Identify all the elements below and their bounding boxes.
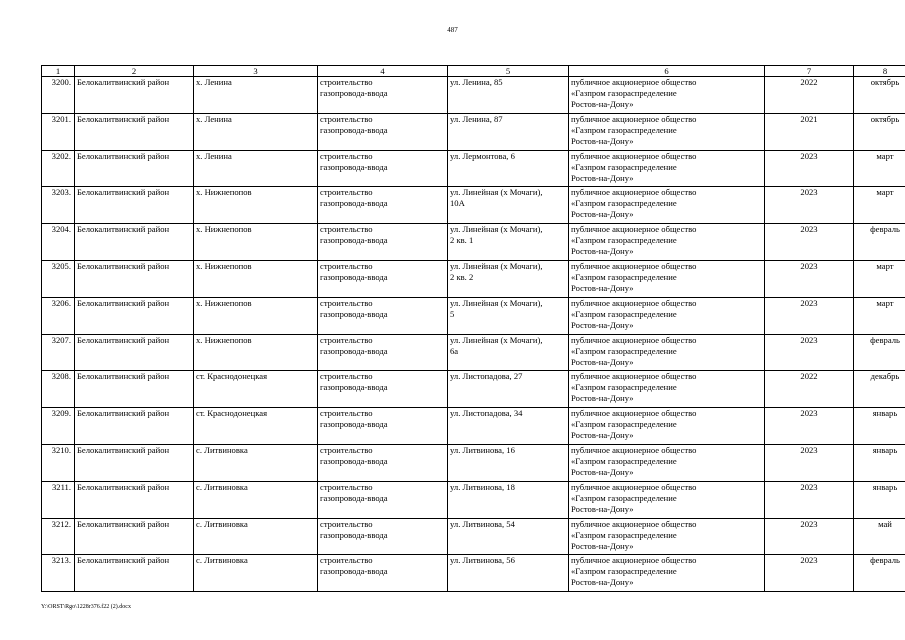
address-line: ул. Линейная (х Мочаги),	[450, 187, 543, 198]
address-line: ул. Ленина, 85	[450, 77, 503, 87]
work-line: строительство	[320, 297, 373, 308]
work-cell	[318, 224, 448, 261]
district-cell: Белокалитвинский район	[75, 371, 194, 408]
work-cell	[318, 408, 448, 445]
row-number: 3208.	[42, 371, 75, 408]
month-cell: январь	[854, 481, 905, 518]
organization-line: «Газпром газораспределение	[571, 161, 677, 172]
row-number: 3203.	[42, 187, 75, 224]
organization-line: Ростов-на-Дону»	[571, 356, 634, 367]
work-line: газопровода-ввода	[320, 271, 388, 282]
address-line: ул. Ленина, 87	[450, 113, 503, 124]
year-cell: 2022	[765, 371, 854, 408]
organization-line: публичное акционерное общество	[571, 150, 697, 161]
organization-line: публичное акционерное общество	[571, 224, 697, 235]
organization-line: «Газпром газораспределение	[571, 235, 677, 246]
year-cell: 2023	[765, 334, 854, 371]
address-line: ул. Линейная (х Мочаги),	[450, 224, 543, 235]
organization-cell	[569, 518, 765, 555]
year-cell: 2021	[765, 113, 854, 150]
work-line: газопровода-ввода	[320, 308, 388, 319]
organization-cell	[569, 297, 765, 334]
settlement-cell: х. Ленина	[194, 77, 318, 114]
organization-line: Ростов-на-Дону»	[571, 503, 634, 514]
year-cell: 2023	[765, 518, 854, 555]
work-line: газопровода-ввода	[320, 345, 388, 356]
month-cell: март	[854, 260, 905, 297]
organization-line: Ростов-на-Дону»	[571, 319, 634, 330]
organization-line: публичное акционерное общество	[571, 187, 697, 198]
work-line: строительство	[320, 481, 373, 492]
column-header: 7	[765, 66, 854, 77]
work-cell	[318, 113, 448, 150]
row-number: 3202.	[42, 150, 75, 187]
district-cell: Белокалитвинский район	[75, 150, 194, 187]
address-cell	[448, 518, 569, 555]
organization-cell	[569, 113, 765, 150]
page-number: 487	[447, 26, 458, 34]
settlement-cell: х. Нижнепопов	[194, 334, 318, 371]
work-cell	[318, 77, 448, 114]
month-cell: февраль	[854, 555, 905, 592]
year-cell: 2023	[765, 260, 854, 297]
address-line: ул. Линейная (х Мочаги),	[450, 297, 543, 308]
work-line: газопровода-ввода	[320, 198, 388, 209]
work-line: строительство	[320, 408, 373, 419]
organization-line: «Газпром газораспределение	[571, 345, 677, 356]
organization-line: Ростов-на-Дону»	[571, 172, 634, 183]
month-cell: январь	[854, 444, 905, 481]
settlement-cell: с. Литвиновка	[194, 518, 318, 555]
organization-line: Ростов-на-Дону»	[571, 135, 634, 146]
organization-line: публичное акционерное общество	[571, 371, 697, 382]
settlement-cell: х. Нижнепопов	[194, 297, 318, 334]
settlement-cell: ст. Краснодонецкая	[194, 371, 318, 408]
work-line: газопровода-ввода	[320, 529, 388, 540]
column-header: 3	[194, 66, 318, 77]
work-line: строительство	[320, 334, 373, 345]
settlement-cell: с. Литвиновка	[194, 481, 318, 518]
gasification-table	[41, 65, 905, 592]
address-cell	[448, 334, 569, 371]
settlement-cell: х. Нижнепопов	[194, 224, 318, 261]
row-number: 3211.	[42, 481, 75, 518]
table-row	[42, 371, 905, 408]
organization-line: публичное акционерное общество	[571, 334, 697, 345]
organization-cell	[569, 187, 765, 224]
month-cell: март	[854, 297, 905, 334]
district-cell: Белокалитвинский район	[75, 113, 194, 150]
organization-line: Ростов-на-Дону»	[571, 577, 634, 588]
work-line: строительство	[320, 518, 373, 529]
district-cell: Белокалитвинский район	[75, 555, 194, 592]
work-line: строительство	[320, 224, 373, 235]
work-line: газопровода-ввода	[320, 566, 388, 577]
organization-line: Ростов-на-Дону»	[571, 99, 634, 109]
organization-line: «Газпром газораспределение	[571, 271, 677, 282]
table-row	[42, 334, 905, 371]
organization-cell	[569, 371, 765, 408]
work-line: строительство	[320, 371, 373, 382]
work-cell	[318, 260, 448, 297]
table-row	[42, 224, 905, 261]
organization-line: «Газпром газораспределение	[571, 124, 677, 135]
work-line: газопровода-ввода	[320, 235, 388, 246]
work-line: газопровода-ввода	[320, 161, 388, 172]
organization-cell	[569, 224, 765, 261]
address-line: ул. Литвинова, 16	[450, 444, 515, 455]
organization-line: Ростов-на-Дону»	[571, 540, 634, 551]
organization-line: публичное акционерное общество	[571, 77, 697, 87]
settlement-cell: с. Литвиновка	[194, 444, 318, 481]
organization-line: «Газпром газораспределение	[571, 492, 677, 503]
district-cell: Белокалитвинский район	[75, 444, 194, 481]
row-number: 3213.	[42, 555, 75, 592]
work-cell	[318, 297, 448, 334]
row-number: 3210.	[42, 444, 75, 481]
table-row	[42, 408, 905, 445]
organization-line: публичное акционерное общество	[571, 260, 697, 271]
organization-line: «Газпром газораспределение	[571, 455, 677, 466]
table-body	[42, 77, 905, 592]
address-cell	[448, 371, 569, 408]
address-line: 6а	[450, 345, 459, 356]
organization-line: «Газпром газораспределение	[571, 88, 677, 98]
address-cell	[448, 187, 569, 224]
address-line: ул. Литвинова, 54	[450, 518, 515, 529]
table-row	[42, 260, 905, 297]
organization-line: Ростов-на-Дону»	[571, 466, 634, 477]
organization-line: «Газпром газораспределение	[571, 198, 677, 209]
column-header: 1	[42, 66, 75, 77]
column-header: 8	[854, 66, 905, 77]
organization-line: «Газпром газораспределение	[571, 566, 677, 577]
work-cell	[318, 555, 448, 592]
table-row	[42, 518, 905, 555]
settlement-cell: х. Ленина	[194, 150, 318, 187]
work-line: строительство	[320, 113, 373, 124]
row-number: 3207.	[42, 334, 75, 371]
organization-cell	[569, 444, 765, 481]
year-cell: 2023	[765, 224, 854, 261]
organization-line: публичное акционерное общество	[571, 113, 697, 124]
work-line: строительство	[320, 77, 373, 87]
column-number-row	[42, 66, 905, 77]
work-line: строительство	[320, 444, 373, 455]
address-line: ул. Литвинова, 56	[450, 555, 515, 566]
organization-line: Ростов-на-Дону»	[571, 430, 634, 441]
organization-line: публичное акционерное общество	[571, 408, 697, 419]
organization-cell	[569, 481, 765, 518]
district-cell: Белокалитвинский район	[75, 77, 194, 114]
row-number: 3201.	[42, 113, 75, 150]
work-line: строительство	[320, 260, 373, 271]
settlement-cell: х. Нижнепопов	[194, 260, 318, 297]
column-header: 2	[75, 66, 194, 77]
work-line: газопровода-ввода	[320, 492, 388, 503]
month-cell: март	[854, 150, 905, 187]
column-header: 5	[448, 66, 569, 77]
address-cell	[448, 408, 569, 445]
month-cell: февраль	[854, 334, 905, 371]
organization-line: «Газпром газораспределение	[571, 529, 677, 540]
year-cell: 2023	[765, 150, 854, 187]
row-number: 3206.	[42, 297, 75, 334]
organization-cell	[569, 260, 765, 297]
row-number: 3209.	[42, 408, 75, 445]
work-line: газопровода-ввода	[320, 88, 388, 98]
work-cell	[318, 187, 448, 224]
district-cell: Белокалитвинский район	[75, 408, 194, 445]
work-line: газопровода-ввода	[320, 455, 388, 466]
table-row	[42, 187, 905, 224]
column-header: 4	[318, 66, 448, 77]
organization-line: публичное акционерное общество	[571, 555, 697, 566]
work-line: газопровода-ввода	[320, 382, 388, 393]
work-cell	[318, 334, 448, 371]
settlement-cell: х. Ленина	[194, 113, 318, 150]
work-cell	[318, 371, 448, 408]
organization-line: Ростов-на-Дону»	[571, 209, 634, 220]
address-line: ул. Листопадова, 27	[450, 371, 523, 382]
work-line: газопровода-ввода	[320, 419, 388, 430]
organization-line: Ростов-на-Дону»	[571, 246, 634, 257]
work-cell	[318, 518, 448, 555]
table-row	[42, 297, 905, 334]
district-cell: Белокалитвинский район	[75, 518, 194, 555]
row-number: 3200.	[42, 77, 75, 114]
work-cell	[318, 150, 448, 187]
address-line: ул. Линейная (х Мочаги),	[450, 260, 543, 271]
month-cell: декабрь	[854, 371, 905, 408]
organization-line: «Газпром газораспределение	[571, 419, 677, 430]
settlement-cell: х. Нижнепопов	[194, 187, 318, 224]
address-line: ул. Литвинова, 18	[450, 481, 515, 492]
organization-line: «Газпром газораспределение	[571, 382, 677, 393]
month-cell: октябрь	[854, 77, 905, 114]
address-line: 5	[450, 308, 455, 319]
organization-line: публичное акционерное общество	[571, 444, 697, 455]
organization-cell	[569, 334, 765, 371]
address-cell	[448, 297, 569, 334]
organization-line: публичное акционерное общество	[571, 481, 697, 492]
address-line: ул. Лермонтова, 6	[450, 150, 515, 161]
organization-line: публичное акционерное общество	[571, 297, 697, 308]
table-row	[42, 150, 905, 187]
organization-line: Ростов-на-Дону»	[571, 393, 634, 404]
table-row	[42, 555, 905, 592]
year-cell: 2023	[765, 481, 854, 518]
year-cell: 2023	[765, 408, 854, 445]
row-number: 3212.	[42, 518, 75, 555]
address-cell	[448, 555, 569, 592]
row-number: 3205.	[42, 260, 75, 297]
organization-cell	[569, 408, 765, 445]
month-cell: октябрь	[854, 113, 905, 150]
column-header: 6	[569, 66, 765, 77]
month-cell: январь	[854, 408, 905, 445]
month-cell: май	[854, 518, 905, 555]
work-line: газопровода-ввода	[320, 124, 388, 135]
district-cell: Белокалитвинский район	[75, 187, 194, 224]
month-cell: февраль	[854, 224, 905, 261]
organization-cell	[569, 77, 765, 114]
address-line: ул. Листопадова, 34	[450, 408, 523, 419]
address-line: 2 кв. 2	[450, 271, 474, 282]
address-line: 10А	[450, 198, 465, 209]
address-cell	[448, 481, 569, 518]
organization-line: публичное акционерное общество	[571, 518, 697, 529]
district-cell: Белокалитвинский район	[75, 297, 194, 334]
year-cell: 2023	[765, 297, 854, 334]
settlement-cell: с. Литвиновка	[194, 555, 318, 592]
address-cell	[448, 224, 569, 261]
year-cell: 2022	[765, 77, 854, 114]
organization-cell	[569, 555, 765, 592]
settlement-cell: ст. Краснодонецкая	[194, 408, 318, 445]
address-cell	[448, 444, 569, 481]
address-line: ул. Линейная (х Мочаги),	[450, 334, 543, 345]
year-cell: 2023	[765, 555, 854, 592]
year-cell: 2023	[765, 187, 854, 224]
table-row	[42, 113, 905, 150]
district-cell: Белокалитвинский район	[75, 224, 194, 261]
district-cell: Белокалитвинский район	[75, 334, 194, 371]
work-cell	[318, 481, 448, 518]
address-line: 2 кв. 1	[450, 235, 474, 246]
work-line: строительство	[320, 187, 373, 198]
file-path-footer: Y:\ORST\Rgo\1228r376.f22 (2).docx	[41, 604, 131, 610]
work-cell	[318, 444, 448, 481]
address-cell	[448, 77, 569, 114]
table-row	[42, 444, 905, 481]
organization-line: «Газпром газораспределение	[571, 308, 677, 319]
table-row	[42, 77, 905, 114]
month-cell: март	[854, 187, 905, 224]
organization-line: Ростов-на-Дону»	[571, 282, 634, 293]
address-cell	[448, 113, 569, 150]
organization-cell	[569, 150, 765, 187]
row-number: 3204.	[42, 224, 75, 261]
year-cell: 2023	[765, 444, 854, 481]
address-cell	[448, 260, 569, 297]
district-cell: Белокалитвинский район	[75, 481, 194, 518]
table-row	[42, 481, 905, 518]
work-line: строительство	[320, 150, 373, 161]
address-cell	[448, 150, 569, 187]
district-cell: Белокалитвинский район	[75, 260, 194, 297]
work-line: строительство	[320, 555, 373, 566]
